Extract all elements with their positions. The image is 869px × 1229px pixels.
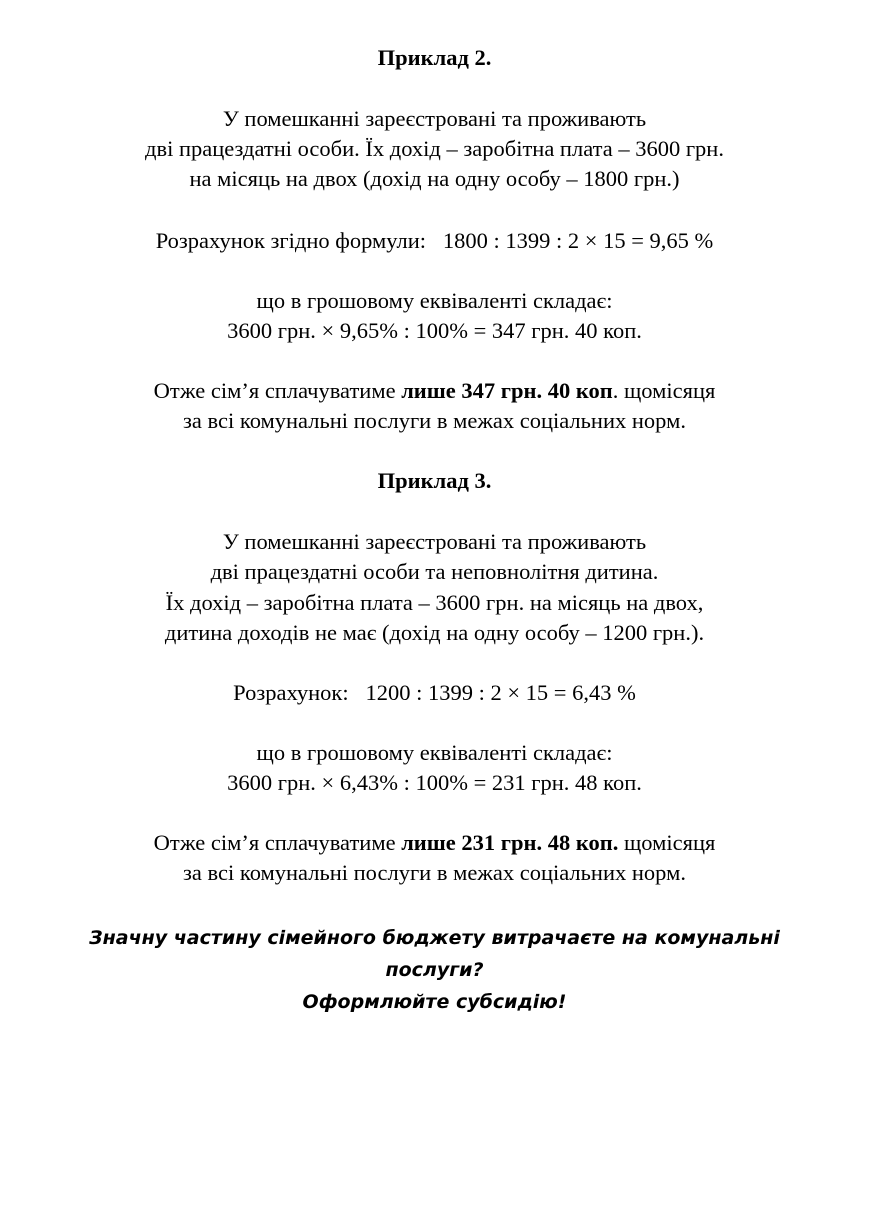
example3-money-intro: що в грошовому еквіваленті складає:: [256, 740, 613, 765]
example3-calculation: [0, 678, 869, 708]
example2-result-amount: лише 347 грн. 40 коп: [401, 378, 613, 403]
example3-result-suffix: щомісяця: [618, 830, 716, 855]
footer-line-1: Значну частину сімейного бюджету витрачаєте на комунальні: [89, 927, 780, 949]
example3-result-amount: лише 231 грн. 48 коп.: [401, 830, 619, 855]
example2-intro-line-3: на місяць на двох (дохід на одну особу – 1800 грн.): [189, 166, 680, 191]
example2-result-suffix: . щомісяця: [612, 378, 716, 403]
example2-money-intro: що в грошовому еквіваленті складає:: [256, 288, 613, 313]
example2-intro-line-2: дві працездатні особи. Їх дохід – заробітна плата – 3600 грн.: [145, 136, 724, 161]
example2-title: Приклад 2.: [377, 45, 492, 70]
example3-intro-line-2: дві працездатні особи та неповнолітня дитина.: [210, 559, 659, 584]
example3-title: Приклад 3.: [377, 468, 492, 493]
example2-calc-label: Розрахунок згідно формули:: [155, 228, 427, 253]
example3-money-formula: 3600 грн. × 6,43% : 100% = 231 грн. 48 коп.: [227, 770, 642, 795]
example2-result-line-2: за всі комунальні послуги в межах соціальних норм.: [183, 408, 686, 433]
example3-calc-formula: 1200 : 1399 : 2 × 15 = 6,43 %: [365, 680, 636, 705]
example3-intro-line-1: У помешканні зареєстровані та проживають: [222, 529, 647, 554]
example3-result-prefix: Отже сім’я сплачуватиме: [153, 830, 402, 855]
example2-result-prefix: Отже сім’я сплачуватиме: [153, 378, 402, 403]
footer-line-3: Оформлюйте субсидію!: [302, 991, 567, 1013]
example3-result-line-2: за всі комунальні послуги в межах соціальних норм.: [183, 860, 686, 885]
example3-calc-label: Розрахунок:: [233, 680, 349, 705]
footer-line-2: послуги?: [385, 959, 484, 981]
example2-money-formula: 3600 грн. × 9,65% : 100% = 347 грн. 40 коп.: [227, 318, 642, 343]
example3-intro-line-4: дитина доходів не має (дохід на одну особу – 1200 грн.).: [164, 620, 705, 645]
example2-calculation: [0, 226, 869, 256]
example2-intro-line-1: У помешканні зареєстровані та проживають: [222, 106, 647, 131]
example3-intro-line-3: Їх дохід – заробітна плата – 3600 грн. на місяць на двох,: [165, 590, 704, 615]
example2-calc-formula: 1800 : 1399 : 2 × 15 = 9,65 %: [442, 228, 714, 253]
example2-result: [0, 376, 869, 406]
example3-result: [0, 828, 869, 858]
